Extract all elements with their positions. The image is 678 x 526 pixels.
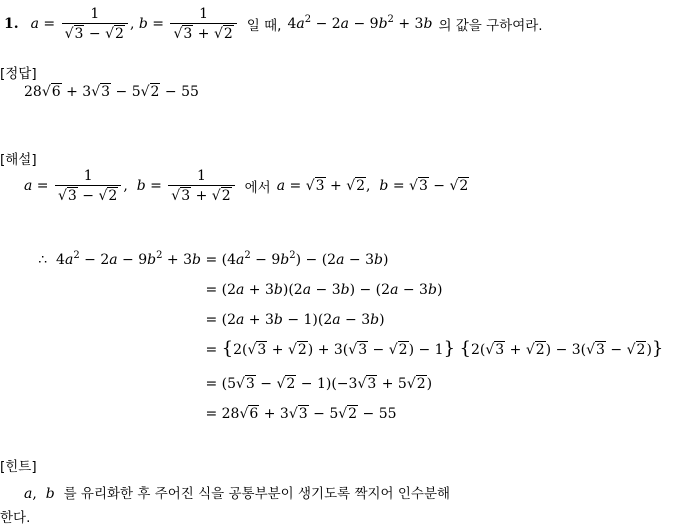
solution-given: a = $\frac{1}{√3 - √2}$ , b = $\frac{1}{√3 + √2}$ 에서 a = √3 + √2, b = √3 − √2 (24, 168, 469, 204)
solution-header: [해설] (0, 152, 37, 168)
problem-line (4, 4, 543, 44)
derivation-line-2: = (2a + 3b)(2a − 3b) − (2a − 3b) (201, 282, 443, 298)
solution-connector: 에서 (244, 180, 271, 196)
problem-connector: 일 때, (246, 18, 282, 34)
problem-expression: $4a^2 - 2a - 9b^2 + 3b$ (287, 14, 433, 32)
problem-definitions: a = $\frac{1}{√3 - √2}$ , b = $\frac{1}{√3 + √2}$ (31, 5, 239, 43)
derivation-line-3: = (2a + 3b − 1)(2a − 3b) (201, 312, 385, 328)
problem-number: 1. (4, 16, 19, 32)
hint-text: 를 유리화한 후 주어진 식을 공통부분이 생기도록 짝지어 인수분해 (63, 486, 451, 502)
derivation-line-6: = 28√6 + 3√3 − 5√2 − 55 (201, 406, 397, 422)
derivation-line-4: = {2(√3 + √2) + 3(√3 − √2) − 1} {2(√3 + √2) − 3(√3 − √2)} (201, 338, 664, 359)
answer-header: [정답] (0, 66, 37, 82)
problem-ask: 의 값을 구하여라. (438, 18, 543, 34)
derivation-line-1: ∴ $4a^2 - 2a - 9b^2 + 3b$ = $(4a^2 - 9b^2) - (2a - 3b)$ (38, 250, 389, 268)
hint-line-1: a, b 를 유리화한 후 주어진 식을 공통부분이 생기도록 짝지어 인수분해 (24, 486, 451, 502)
answer-value: 28√6 + 3√3 − 5√2 − 55 (24, 84, 199, 100)
derivation-line-5: = (5√3 − √2 − 1)(−3√3 + 5√2) (201, 376, 433, 392)
hint-header: [힌트] (0, 459, 37, 475)
hint-line-2: 한다. (0, 510, 31, 526)
